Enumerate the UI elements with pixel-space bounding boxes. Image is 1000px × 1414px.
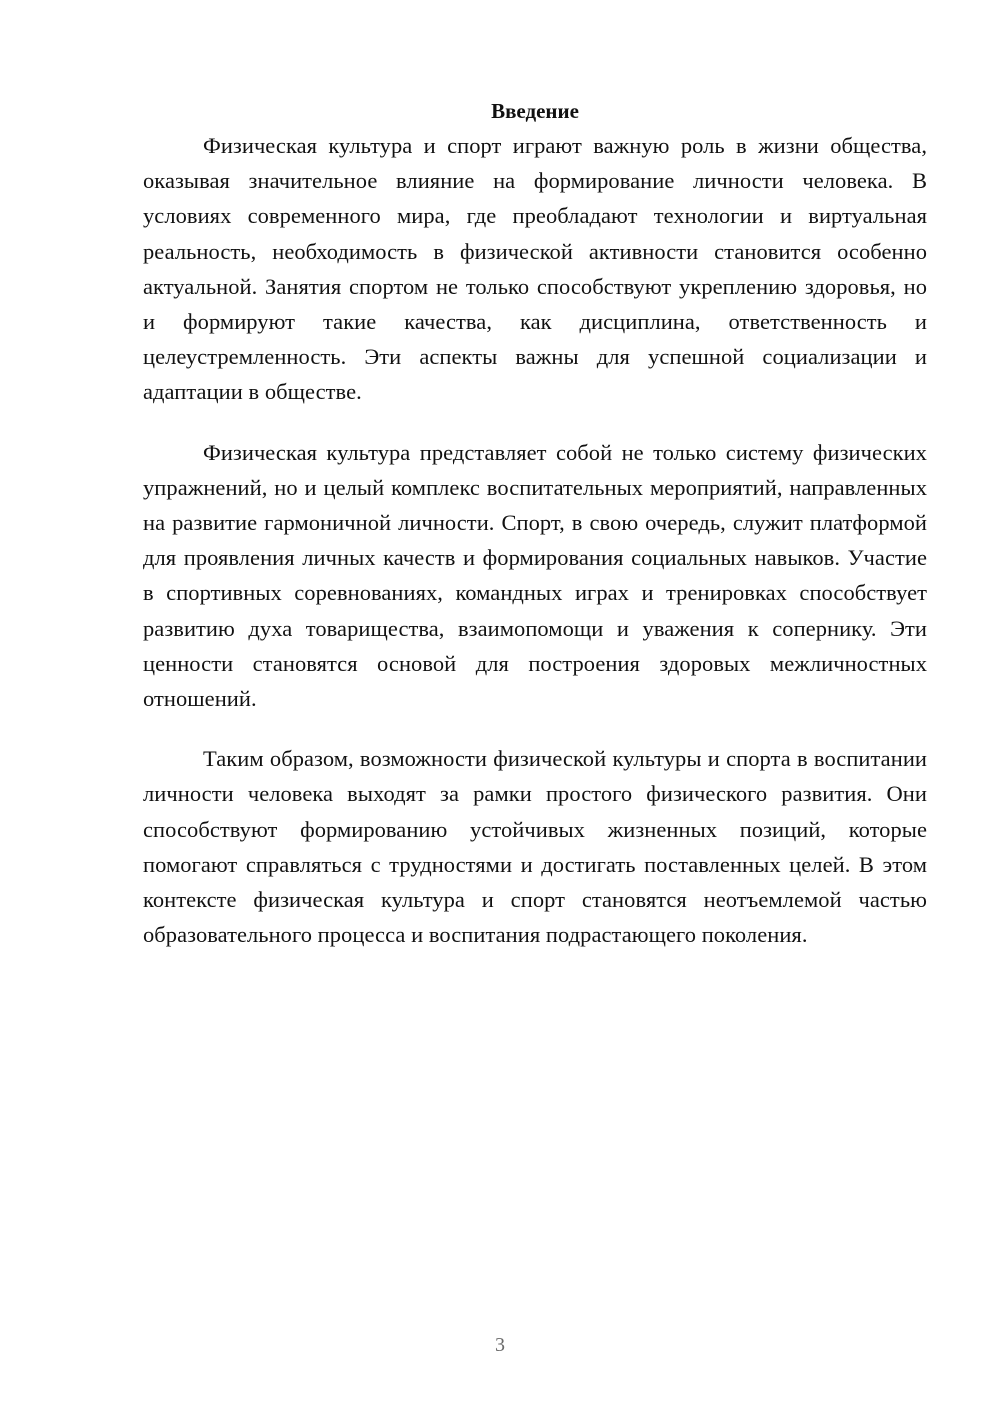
paragraph-2: Физическая культура представляет собой не только систему физических упражнений, но и целый комплекс воспитательных мероприятий, направленных на развитие гармоничной личности. Спорт, в свою очередь, служит платформой для проявления личных качеств и формирования социальных навыков. Участие в спортивных соревнованиях, командных играх и тренировках способствует развитию духа товарищества, взаимопомощи и уважения к сопернику. Эти ценности становятся основой для построения здоровых межличностных отношений.: [143, 439, 927, 712]
paragraph-1: Физическая культура и спорт играют важную роль в жизни общества, оказывая значительное влияние на формирование личности человека. В условиях современного мира, где преобладают технологии и виртуальная реальность, необходимость в физической активности становится особенно актуальной. Занятия спортом не только способствуют укреплению здоровья, но и формируют такие качества, как дисциплина, ответственность и целеустремленность. Эти аспекты важны для успешной социализации и адаптации в обществе.: [143, 133, 927, 405]
page-number: 3: [495, 1334, 505, 1356]
document-body: [143, 95, 927, 977]
section-title: Введение: [491, 99, 579, 123]
paragraph-3: Таким образом, возможности физической культуры и спорта в воспитании личности человека выходят за рамки простого физического развития. Они способствуют формированию устойчивых жизненных позиций, которые помогают справляться с трудностями и достигать поставленных целей. В этом контексте физическая культура и спорт становятся неотъемлемой частью образовательного процесса и воспитания подрастающего поколения.: [143, 746, 927, 948]
